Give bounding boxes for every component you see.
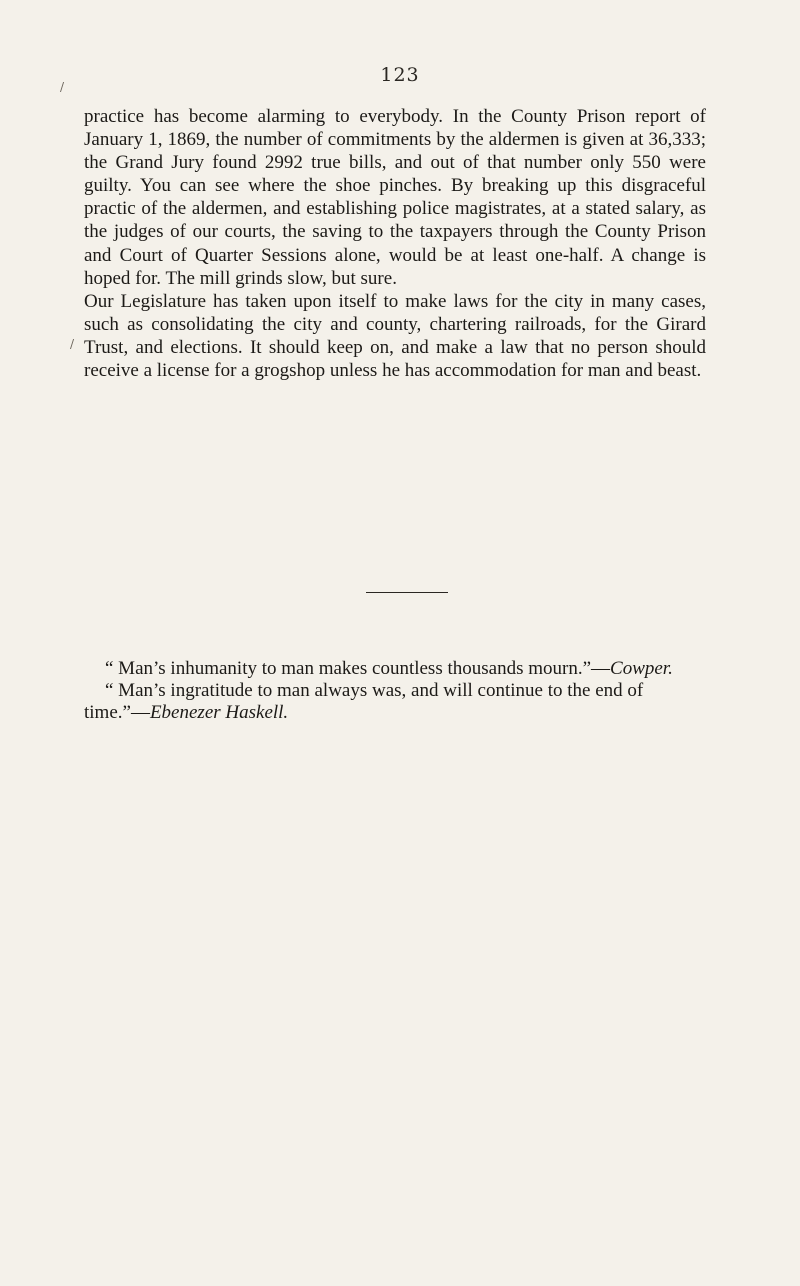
margin-mark: / bbox=[60, 80, 65, 94]
page-number: 123 bbox=[380, 64, 420, 86]
quote-text: “ Man’s ingratitude to man always was, and will continue to the end of time.”— bbox=[84, 680, 644, 723]
quote-cowper bbox=[84, 658, 706, 680]
quotations bbox=[84, 658, 706, 724]
quote-haskell bbox=[84, 680, 706, 724]
body-text bbox=[84, 105, 706, 382]
quote-author: Ebenezer Haskell. bbox=[149, 702, 289, 723]
quote-author: Cowper. bbox=[610, 658, 673, 679]
paragraph-2: Our Legislature has taken upon itself to make laws for the city in many cases, such as consolidating the city and county, chartering railroads, for the Girard Trust, and elections. It should keep on, and make a law that no person should receive a license for a grogshop unless he has accommodation for man and beast. bbox=[84, 290, 706, 382]
margin-mark: / bbox=[70, 337, 75, 351]
section-divider bbox=[366, 592, 448, 593]
quote-text: “ Man’s inhumanity to man makes countless thousands mourn.”— bbox=[105, 658, 611, 679]
paragraph-1: practice has become alarming to everybody. In the County Prison report of January 1, 1869, the number of commitments by the aldermen is given at 36,333; the Grand Jury found 2992 true bills, and out of that number only 550 were guilty. You can see where the shoe pinches. By breaking up this disgraceful practic of the aldermen, and establishing police magistrates, at a stated salary, as the judges of our courts, the saving to the taxpayers through the County Prison and Court of Quarter Sessions alone, would be at least one-half. A change is hoped for. The mill grinds slow, but sure. bbox=[84, 106, 706, 289]
